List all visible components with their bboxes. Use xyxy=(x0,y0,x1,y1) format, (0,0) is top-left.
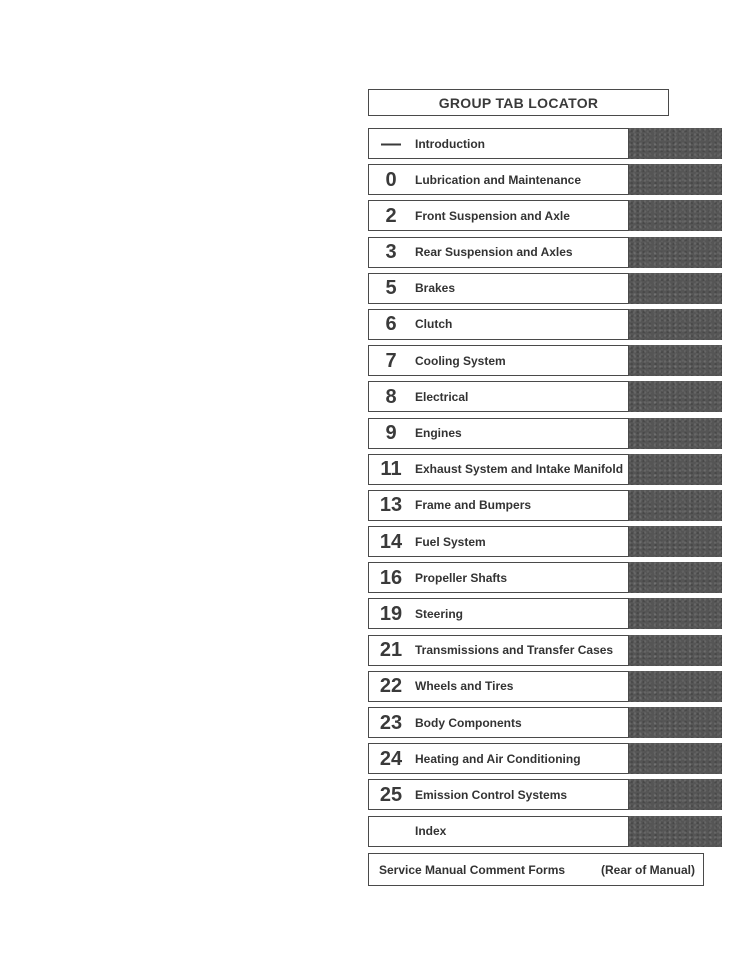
tab-item-front-suspension[interactable] xyxy=(368,200,722,231)
tab-box[interactable] xyxy=(368,200,629,231)
tab-number: 21 xyxy=(379,639,403,662)
tab-box[interactable] xyxy=(368,309,629,340)
tab-box[interactable] xyxy=(368,128,629,159)
tab-box[interactable] xyxy=(368,381,629,412)
tab-box[interactable] xyxy=(368,635,629,666)
tab-item-propeller-shafts[interactable] xyxy=(368,562,722,593)
tab-item-introduction[interactable] xyxy=(368,128,722,159)
tab-label: Emission Control Systems xyxy=(415,787,568,802)
group-tab-locator-header xyxy=(368,89,669,116)
tab-shade xyxy=(629,635,722,666)
page-title: GROUP TAB LOCATOR xyxy=(438,94,599,111)
tab-number: 11 xyxy=(380,458,402,481)
tab-box[interactable] xyxy=(368,345,629,376)
tab-number: 16 xyxy=(379,566,403,589)
tab-list xyxy=(368,128,722,852)
tab-shade xyxy=(629,237,722,268)
tab-shade xyxy=(629,128,722,159)
tab-label: Clutch xyxy=(415,317,453,332)
tab-item-body-components[interactable] xyxy=(368,707,722,738)
tab-number: 19 xyxy=(379,602,403,625)
tab-item-exhaust-system[interactable] xyxy=(368,454,722,485)
tab-shade xyxy=(629,707,722,738)
tab-box[interactable] xyxy=(368,164,629,195)
tab-shade xyxy=(629,598,722,629)
tab-item-fuel-system[interactable] xyxy=(368,526,722,557)
tab-shade xyxy=(629,309,722,340)
tab-number: 8 xyxy=(385,385,397,408)
tab-number: 0 xyxy=(385,168,397,191)
tab-box[interactable] xyxy=(368,490,629,521)
tab-number: 23 xyxy=(379,711,403,734)
tab-item-index[interactable] xyxy=(368,816,722,847)
tab-shade xyxy=(629,200,722,231)
tab-box[interactable] xyxy=(368,273,629,304)
tab-box[interactable] xyxy=(368,454,629,485)
tab-label: Engines xyxy=(415,426,462,440)
tab-number: 3 xyxy=(385,241,397,264)
tab-number: — xyxy=(381,132,401,155)
tab-item-transmissions[interactable] xyxy=(368,635,722,666)
tab-item-frame-bumpers[interactable] xyxy=(368,490,722,521)
tab-box[interactable] xyxy=(368,707,629,738)
comment-forms-box[interactable] xyxy=(368,853,704,886)
tab-number: 24 xyxy=(379,747,403,770)
tab-shade xyxy=(629,816,722,847)
tab-label: Cooling System xyxy=(415,353,506,368)
tab-box[interactable] xyxy=(368,816,629,847)
tab-item-lubrication[interactable] xyxy=(368,164,722,195)
tab-item-emission-control[interactable] xyxy=(368,779,722,810)
tab-number: 13 xyxy=(379,494,403,517)
tab-label: Rear Suspension and Axles xyxy=(415,245,573,260)
tab-label: Exhaust System and Intake Manifold xyxy=(415,462,624,477)
tab-shade xyxy=(629,779,722,810)
tab-shade xyxy=(629,671,722,702)
tab-shade xyxy=(629,454,722,485)
tab-number: 22 xyxy=(379,675,403,698)
tab-label: Heating and Air Conditioning xyxy=(415,751,581,766)
tab-number: 25 xyxy=(379,783,403,806)
tab-shade xyxy=(629,381,722,412)
tab-number: 7 xyxy=(385,349,397,372)
tab-box[interactable] xyxy=(368,598,629,629)
tab-label: Steering xyxy=(415,606,464,621)
tab-label: Frame and Bumpers xyxy=(415,498,532,513)
tab-label: Fuel System xyxy=(415,534,486,549)
tab-number: 5 xyxy=(385,277,397,300)
rear-of-manual-label: (Rear of Manual) xyxy=(600,862,695,877)
tab-shade xyxy=(629,418,722,449)
tab-box[interactable] xyxy=(368,779,629,810)
tab-number: 14 xyxy=(379,530,403,553)
tab-item-cooling-system[interactable] xyxy=(368,345,722,376)
tab-label: Index xyxy=(415,824,447,839)
tab-box[interactable] xyxy=(368,562,629,593)
tab-item-electrical[interactable] xyxy=(368,381,722,412)
tab-shade xyxy=(629,345,722,376)
tab-shade xyxy=(629,743,722,774)
tab-shade xyxy=(629,526,722,557)
tab-box[interactable] xyxy=(368,237,629,268)
comment-forms-label: Service Manual Comment Forms xyxy=(379,862,566,877)
tab-shade xyxy=(629,273,722,304)
tab-label: Electrical xyxy=(415,389,469,404)
tab-item-brakes[interactable] xyxy=(368,273,722,304)
tab-box[interactable] xyxy=(368,743,629,774)
tab-number: 6 xyxy=(385,313,397,336)
tab-label: Wheels and Tires xyxy=(415,679,514,694)
tab-item-heating-ac[interactable] xyxy=(368,743,722,774)
tab-shade xyxy=(629,490,722,521)
tab-box[interactable] xyxy=(368,526,629,557)
tab-item-steering[interactable] xyxy=(368,598,722,629)
tab-item-wheels-tires[interactable] xyxy=(368,671,722,702)
tab-shade xyxy=(629,562,722,593)
tab-item-engines[interactable] xyxy=(368,418,722,449)
tab-label: Transmissions and Transfer Cases xyxy=(415,643,614,658)
tab-item-rear-suspension[interactable] xyxy=(368,237,722,268)
tab-label: Lubrication and Maintenance xyxy=(415,172,582,187)
tab-item-clutch[interactable] xyxy=(368,309,722,340)
tab-label: Propeller Shafts xyxy=(415,570,508,585)
tab-box[interactable] xyxy=(368,418,629,449)
tab-shade xyxy=(629,164,722,195)
tab-number: 9 xyxy=(385,422,397,444)
tab-label: Body Components xyxy=(415,715,522,730)
tab-number: 2 xyxy=(385,204,397,227)
tab-box[interactable] xyxy=(368,671,629,702)
tab-label: Brakes xyxy=(415,281,456,296)
tab-label: Front Suspension and Axle xyxy=(415,208,570,223)
tab-label: Introduction xyxy=(415,136,485,151)
